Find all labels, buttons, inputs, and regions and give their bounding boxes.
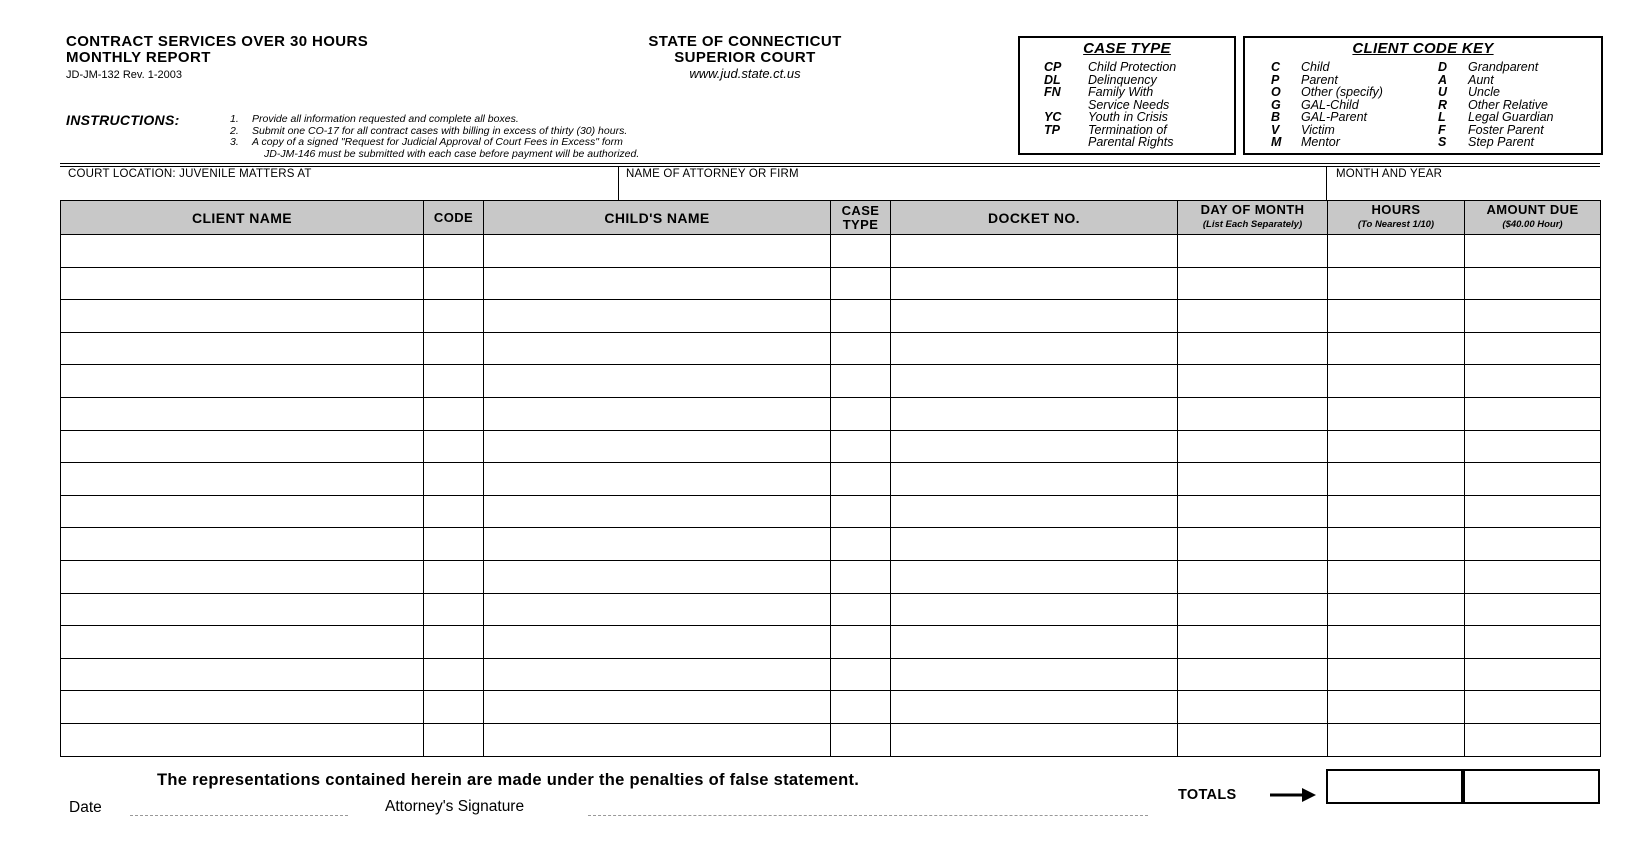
docket-no-cell[interactable]: [891, 723, 1178, 756]
code-cell[interactable]: [424, 560, 484, 593]
table-row: [61, 528, 1601, 561]
penalty-statement: The representations contained herein are made under the penalties of false statement.: [157, 771, 860, 789]
form-title-line1: CONTRACT SERVICES OVER 30 HOURS: [66, 33, 369, 50]
totals-label: TOTALS: [1178, 787, 1237, 803]
attorney-name-field[interactable]: NAME OF ATTORNEY OR FIRM: [626, 168, 799, 180]
case-type-cell[interactable]: [831, 430, 891, 463]
court-url[interactable]: www.jud.state.ct.us: [689, 66, 801, 81]
hours-cell[interactable]: [1328, 267, 1465, 300]
client-name-cell[interactable]: [61, 560, 424, 593]
hours-cell[interactable]: [1328, 528, 1465, 561]
amount-due-cell[interactable]: [1465, 267, 1601, 300]
day-of-month-cell[interactable]: [1178, 658, 1328, 691]
hours-cell[interactable]: [1328, 463, 1465, 496]
amount-due-cell[interactable]: [1465, 300, 1601, 333]
amount-due-cell[interactable]: [1465, 723, 1601, 756]
table-row: [61, 235, 1601, 268]
case-type-cell[interactable]: [831, 723, 891, 756]
table-row: [61, 463, 1601, 496]
docket-no-cell[interactable]: [891, 365, 1178, 398]
client-name-cell[interactable]: [61, 593, 424, 626]
docket-no-cell[interactable]: [891, 658, 1178, 691]
childs-name-cell[interactable]: [484, 658, 831, 691]
childs-name-cell[interactable]: [484, 495, 831, 528]
amount-due-cell[interactable]: [1465, 332, 1601, 365]
client-name-cell[interactable]: [61, 495, 424, 528]
case-type-cell[interactable]: [831, 235, 891, 268]
client-code-list-left: C Child P Parent O Other (specify) G GAL-Child B GAL-Parent V Victim M Mentor: [1271, 60, 1383, 149]
signature-label: Attorney's Signature: [385, 798, 525, 815]
field-divider: [618, 166, 619, 200]
table-row: [61, 430, 1601, 463]
separator-line: [60, 163, 1600, 164]
day-of-month-cell[interactable]: [1178, 528, 1328, 561]
signature-input-line[interactable]: [588, 815, 1148, 816]
day-of-month-cell[interactable]: [1178, 397, 1328, 430]
code-cell[interactable]: [424, 397, 484, 430]
form-revision: JD-JM-132 Rev. 1-2003: [66, 69, 182, 81]
table-row: [61, 658, 1601, 691]
day-of-month-cell[interactable]: [1178, 300, 1328, 333]
table-row: [61, 365, 1601, 398]
col-hours: HOURS (To Nearest 1/10): [1328, 201, 1465, 235]
instruction-continuation: JD-JM-146 must be submitted with each case before payment will be authorized.: [264, 147, 640, 160]
client-name-cell[interactable]: [61, 365, 424, 398]
table-body: [61, 235, 1601, 757]
day-of-month-cell[interactable]: [1178, 332, 1328, 365]
docket-no-cell[interactable]: [891, 332, 1178, 365]
hours-cell[interactable]: [1328, 658, 1465, 691]
day-of-month-cell[interactable]: [1178, 235, 1328, 268]
hours-cell[interactable]: [1328, 235, 1465, 268]
services-table: [60, 200, 1601, 757]
day-of-month-cell[interactable]: [1178, 626, 1328, 659]
code-cell[interactable]: [424, 495, 484, 528]
col-case-type: CASE TYPE: [831, 201, 891, 235]
date-label: Date: [69, 799, 102, 816]
amount-due-cell[interactable]: [1465, 593, 1601, 626]
table-header-row: [61, 201, 1601, 235]
court-header: [600, 34, 890, 82]
case-type-cell[interactable]: [831, 528, 891, 561]
court-location-field[interactable]: COURT LOCATION: JUVENILE MATTERS AT: [68, 168, 312, 180]
childs-name-cell[interactable]: [484, 397, 831, 430]
case-type-cell[interactable]: [831, 267, 891, 300]
day-of-month-cell[interactable]: [1178, 723, 1328, 756]
hours-cell[interactable]: [1328, 430, 1465, 463]
childs-name-cell[interactable]: [484, 235, 831, 268]
code-cell[interactable]: [424, 267, 484, 300]
docket-no-cell[interactable]: [891, 300, 1178, 333]
code-cell[interactable]: [424, 332, 484, 365]
childs-name-cell[interactable]: [484, 593, 831, 626]
childs-name-cell[interactable]: [484, 691, 831, 724]
table-row: [61, 723, 1601, 756]
col-childs-name: CHILD'S NAME: [484, 201, 831, 235]
client-name-cell[interactable]: [61, 430, 424, 463]
childs-name-cell[interactable]: [484, 430, 831, 463]
client-name-cell[interactable]: [61, 235, 424, 268]
table-row: [61, 593, 1601, 626]
instruction-item: 3. A copy of a signed "Request for Judicial Approval of Court Fees in Excess" form: [230, 136, 623, 148]
court-line2: SUPERIOR COURT: [674, 49, 816, 66]
case-type-cell[interactable]: [831, 300, 891, 333]
hours-cell[interactable]: [1328, 332, 1465, 365]
code-cell[interactable]: [424, 463, 484, 496]
childs-name-cell[interactable]: [484, 463, 831, 496]
separator-line: [60, 166, 1600, 167]
case-type-cell[interactable]: [831, 593, 891, 626]
case-type-cell[interactable]: [831, 626, 891, 659]
code-cell[interactable]: [424, 365, 484, 398]
month-year-field[interactable]: MONTH AND YEAR: [1336, 168, 1443, 180]
day-of-month-cell[interactable]: [1178, 365, 1328, 398]
docket-no-cell[interactable]: [891, 528, 1178, 561]
client-name-cell[interactable]: [61, 397, 424, 430]
form-title-line2: MONTHLY REPORT: [66, 49, 211, 66]
amount-due-cell[interactable]: [1465, 365, 1601, 398]
case-type-cell[interactable]: [831, 397, 891, 430]
docket-no-cell[interactable]: [891, 691, 1178, 724]
case-type-cell[interactable]: [831, 463, 891, 496]
amount-due-cell[interactable]: [1465, 430, 1601, 463]
hours-cell[interactable]: [1328, 723, 1465, 756]
instruction-item: 1. Provide all information requested and complete all boxes.: [230, 113, 519, 125]
table-row: [61, 495, 1601, 528]
childs-name-cell[interactable]: [484, 723, 831, 756]
table-row: [61, 332, 1601, 365]
client-name-cell[interactable]: [61, 658, 424, 691]
instructions-list: [230, 114, 639, 160]
case-type-cell[interactable]: [831, 365, 891, 398]
childs-name-cell[interactable]: [484, 560, 831, 593]
code-cell[interactable]: [424, 430, 484, 463]
case-type-cell[interactable]: [831, 658, 891, 691]
amount-due-cell[interactable]: [1465, 463, 1601, 496]
day-of-month-cell[interactable]: [1178, 691, 1328, 724]
hours-cell[interactable]: [1328, 495, 1465, 528]
instructions-label: INSTRUCTIONS:: [66, 112, 180, 128]
code-cell[interactable]: [424, 528, 484, 561]
field-divider: [1326, 166, 1327, 200]
docket-no-cell[interactable]: [891, 626, 1178, 659]
childs-name-cell[interactable]: [484, 300, 831, 333]
case-type-cell[interactable]: [831, 560, 891, 593]
case-type-list: CP Child Protection DL Delinquency FN Family With Service Needs YC Youth in Crisis TP Termination of Parental Rights: [1044, 60, 1177, 149]
client-name-cell[interactable]: [61, 723, 424, 756]
amount-due-cell[interactable]: [1465, 658, 1601, 691]
court-line1: STATE OF CONNECTICUT: [648, 33, 842, 50]
day-of-month-cell[interactable]: [1178, 495, 1328, 528]
client-name-cell[interactable]: [61, 626, 424, 659]
totals-amount-box[interactable]: [1463, 769, 1600, 804]
client-code-title: CLIENT CODE KEY: [1352, 40, 1494, 57]
col-amount-due: AMOUNT DUE ($40.00 Hour): [1465, 201, 1601, 235]
docket-no-cell[interactable]: [891, 593, 1178, 626]
totals-hours-box[interactable]: [1326, 769, 1463, 804]
table-row: [61, 397, 1601, 430]
day-of-month-cell[interactable]: [1178, 560, 1328, 593]
hours-cell[interactable]: [1328, 691, 1465, 724]
client-name-cell[interactable]: [61, 332, 424, 365]
amount-due-cell[interactable]: [1465, 626, 1601, 659]
docket-no-cell[interactable]: [891, 267, 1178, 300]
amount-due-cell[interactable]: [1465, 397, 1601, 430]
day-of-month-cell[interactable]: [1178, 463, 1328, 496]
docket-no-cell[interactable]: [891, 397, 1178, 430]
case-type-key: [1018, 36, 1236, 155]
date-input-line[interactable]: [130, 815, 348, 816]
amount-due-cell[interactable]: [1465, 528, 1601, 561]
hours-cell[interactable]: [1328, 593, 1465, 626]
docket-no-cell[interactable]: [891, 430, 1178, 463]
col-docket-no: DOCKET NO.: [891, 201, 1178, 235]
childs-name-cell[interactable]: [484, 332, 831, 365]
hours-cell[interactable]: [1328, 300, 1465, 333]
docket-no-cell[interactable]: [891, 495, 1178, 528]
code-cell[interactable]: [424, 691, 484, 724]
docket-no-cell[interactable]: [891, 560, 1178, 593]
form-title-block: [66, 34, 368, 83]
amount-due-cell[interactable]: [1465, 235, 1601, 268]
arrow-right-icon: [1270, 785, 1316, 810]
amount-due-cell[interactable]: [1465, 691, 1601, 724]
col-day-of-month: DAY OF MONTH (List Each Separately): [1178, 201, 1328, 235]
childs-name-cell[interactable]: [484, 365, 831, 398]
code-cell[interactable]: [424, 235, 484, 268]
table-row: [61, 560, 1601, 593]
client-name-cell[interactable]: [61, 267, 424, 300]
table-row: [61, 691, 1601, 724]
docket-no-cell[interactable]: [891, 235, 1178, 268]
code-cell[interactable]: [424, 593, 484, 626]
case-type-title: CASE TYPE: [1083, 40, 1171, 57]
col-code: CODE: [424, 201, 484, 235]
code-cell[interactable]: [424, 300, 484, 333]
childs-name-cell[interactable]: [484, 626, 831, 659]
docket-no-cell[interactable]: [891, 463, 1178, 496]
case-type-cell[interactable]: [831, 332, 891, 365]
hours-cell[interactable]: [1328, 626, 1465, 659]
amount-due-cell[interactable]: [1465, 495, 1601, 528]
client-name-cell[interactable]: [61, 528, 424, 561]
amount-due-cell[interactable]: [1465, 560, 1601, 593]
col-client-name: CLIENT NAME: [61, 201, 424, 235]
hours-cell[interactable]: [1328, 365, 1465, 398]
hours-cell[interactable]: [1328, 560, 1465, 593]
code-cell[interactable]: [424, 658, 484, 691]
client-code-key: [1243, 36, 1603, 155]
day-of-month-cell[interactable]: [1178, 267, 1328, 300]
table-row: [61, 626, 1601, 659]
code-cell[interactable]: [424, 626, 484, 659]
table-row: [61, 300, 1601, 333]
hours-cell[interactable]: [1328, 397, 1465, 430]
childs-name-cell[interactable]: [484, 528, 831, 561]
client-name-cell[interactable]: [61, 691, 424, 724]
client-name-cell[interactable]: [61, 463, 424, 496]
code-cell[interactable]: [424, 723, 484, 756]
table-row: [61, 267, 1601, 300]
client-code-list-right: D Grandparent A Aunt U Uncle R Other Relative L Legal Guardian F Foster Parent S Step Parent: [1438, 60, 1554, 149]
case-type-cell[interactable]: [831, 495, 891, 528]
day-of-month-cell[interactable]: [1178, 430, 1328, 463]
childs-name-cell[interactable]: [484, 267, 831, 300]
case-type-cell[interactable]: [831, 691, 891, 724]
client-name-cell[interactable]: [61, 300, 424, 333]
day-of-month-cell[interactable]: [1178, 593, 1328, 626]
instruction-item: 2. Submit one CO-17 for all contract cases with billing in excess of thirty (30) hours.: [230, 124, 628, 137]
